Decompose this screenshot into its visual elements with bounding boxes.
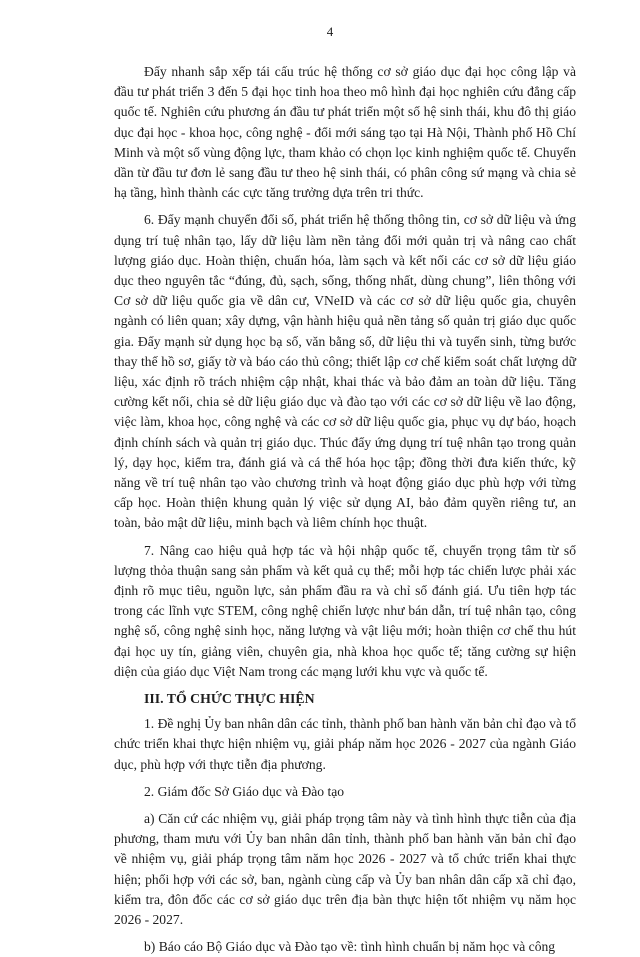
- paragraph: a) Căn cứ các nhiệm vụ, giải pháp trọng tâm này và tình hình thực tiễn của địa phương, tham mưu với Ủy ban nhân dân tỉnh, thành phố ban hành văn bản chỉ đạo về nhiệm vụ, giải pháp trọng tâm năm học 2026 - 2027 và tổ chức triển khai thực hiện; phối hợp với các sở, ban, ngành cùng cấp và Ủy ban nhân dân cấp xã chỉ đạo, kiểm tra, đôn đốc các cơ sở giáo dục trên địa bàn thực hiện tốt nhiệm vụ năm học 2026 - 2027.: [114, 810, 576, 927]
- paragraph: 6. Đẩy mạnh chuyển đổi số, phát triển hệ thống thông tin, cơ sở dữ liệu và ứng dụng trí tuệ nhân tạo, lấy dữ liệu làm nền tảng đổi mới quản trị và nâng cao chất lượng giáo dục. Hoàn thiện, chuẩn hóa, làm sạch và kết nối các cơ sở dữ liệu giáo dục theo nguyên tắc “đúng, đủ, sạch, sống, thống nhất, dùng chung”, liên thông với Cơ sở dữ liệu quốc gia về dân cư, VNeID và các cơ sở dữ liệu quốc gia, chuyên ngành có liên quan; xây dựng, vận hành hiệu quả nền tảng số quản trị giáo dục quốc gia. Đẩy mạnh sử dụng học bạ số, văn bằng số, dữ liệu thi và tuyển sinh, từng bước thay thế hồ sơ, giấy tờ và báo cáo thủ công; thiết lập cơ chế kiểm soát chất lượng dữ liệu, xác định rõ trách nhiệm cập nhật, khai thác và bảo đảm an toàn dữ liệu. Tăng cường kết nối, chia sẻ dữ liệu giáo dục và đào tạo với các cơ sở dữ liệu về lao động, việc làm, khoa học, công nghệ và các cơ sở dữ liệu quốc gia, phục vụ dự báo, hoạch định chính sách và quản trị giáo dục. Thúc đẩy ứng dụng trí tuệ nhân tạo trong quản lý, dạy học, kiểm tra, đánh giá và cá thể hóa học tập; đồng thời đưa kiến thức, kỹ năng về trí tuệ nhân tạo vào chương trình và hoạt động giáo dục phù hợp với từng cấp học. Hoàn thiện khung quản lý việc sử dụng AI, bảo đảm quyền riêng tư, an toàn, bảo mật dữ liệu, minh bạch và liêm chính học thuật.: [114, 212, 576, 531]
- paragraph: b) Báo cáo Bộ Giáo dục và Đào tạo về: tình hình chuẩn bị năm học và công: [144, 939, 556, 955]
- paragraph: 7. Nâng cao hiệu quả hợp tác và hội nhập quốc tế, chuyển trọng tâm từ số lượng thỏa thuận sang sản phẩm và kết quả cụ thể; mỗi hợp tác chiến lược phải xác định rõ mục tiêu, nguồn lực, sản phẩm đầu ra và chỉ số đánh giá. Ưu tiên hợp tác trong các lĩnh vực STEM, công nghệ chiến lược như bán dẫn, trí tuệ nhân tạo, công nghệ số, công nghệ sinh học, năng lượng và vật liệu mới; hoàn thiện cơ chế thu hút đại học uy tín, giảng viên, chuyên gia, nhà khoa học quốc tế; tăng cường sự hiện diện của giáo dục Việt Nam trong các mạng lưới khu vực và quốc tế.: [114, 542, 576, 679]
- section-heading: III. TỔ CHỨC THỰC HIỆN: [144, 691, 315, 707]
- page-number: 4: [326, 24, 334, 39]
- paragraph: 2. Giám đốc Sở Giáo dục và Đào tạo: [144, 783, 345, 799]
- paragraph: 1. Đề nghị Ủy ban nhân dân các tỉnh, thành phố ban hành văn bản chỉ đạo và tổ chức triển khai thực hiện nhiệm vụ, giải pháp năm học 2026 - 2027 của ngành Giáo dục, phù hợp với thực tiễn địa phương.: [114, 716, 576, 772]
- paragraph: Đẩy nhanh sắp xếp tái cấu trúc hệ thống cơ sở giáo dục đại học công lập và đầu tư phát triển 3 đến 5 đại học tinh hoa theo mô hình đại học nghiên cứu đẳng cấp quốc tế. Nghiên cứu phương án đầu tư phát triển một số hệ sinh thái, khu đô thị giáo dục đại học - khoa học, công nghệ - đổi mới sáng tạo tại Hà Nội, Thành phố Hồ Chí Minh và một số vùng động lực, tham khảo có chọn lọc kinh nghiệm quốc tế. Chuyển dần từ đầu tư đơn lẻ sang đầu tư theo hệ sinh thái, có phân công sứ mạng và chia sẻ hạ tầng, hình thành các cực tăng trưởng dựa trên tri thức.: [114, 64, 576, 201]
